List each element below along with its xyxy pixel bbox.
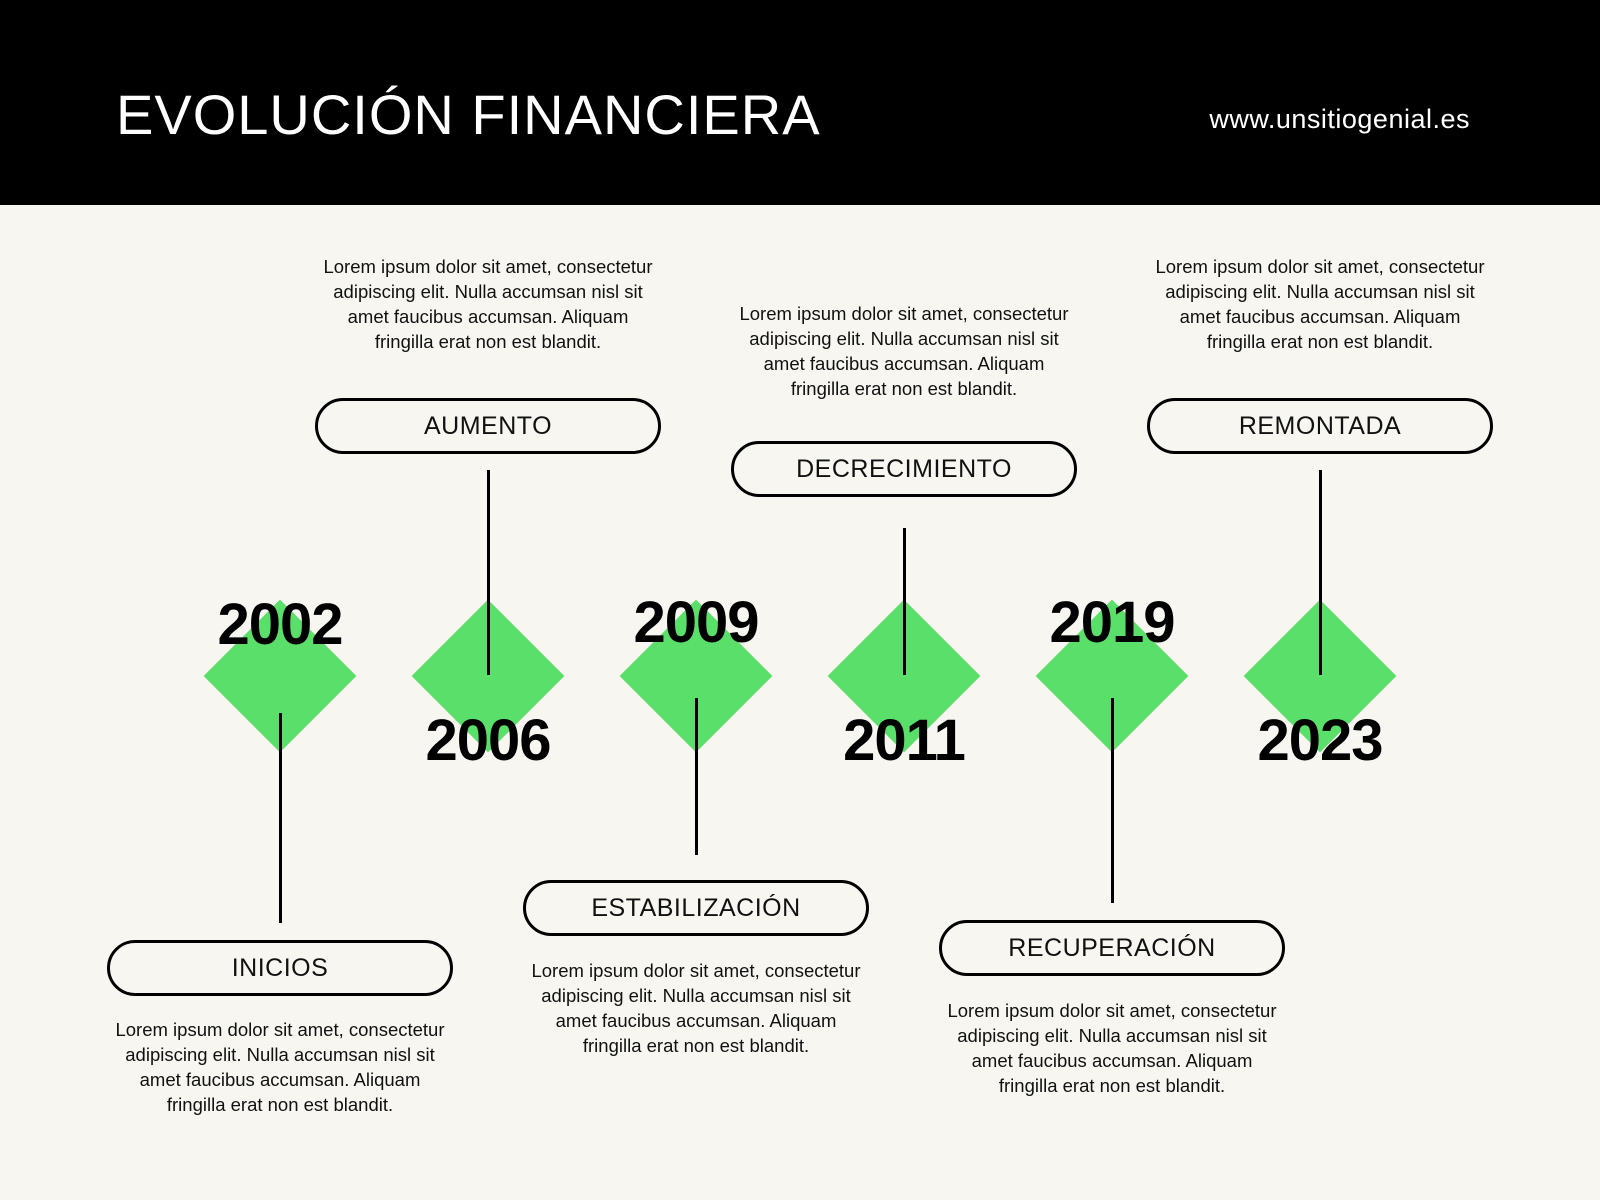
milestone-label: REMONTADA [1147, 398, 1493, 454]
milestone-year: 2023 [1257, 708, 1383, 773]
connector-line [487, 470, 490, 675]
milestone-description: Lorem ipsum dolor sit amet, consectetur adipiscing elit. Nulla accumsan nisl sit amet faucibus accumsan. Aliquam fringilla erat non est blandit. [323, 256, 653, 352]
header-bar [0, 0, 1600, 205]
milestone-year: 2006 [425, 708, 551, 773]
connector-line [1111, 698, 1114, 903]
milestone-description: Lorem ipsum dolor sit amet, consectetur adipiscing elit. Nulla accumsan nisl sit amet faucibus accumsan. Aliquam fringilla erat non est blandit. [531, 960, 861, 1056]
connector-line [695, 698, 698, 855]
milestone-description: Lorem ipsum dolor sit amet, consectetur adipiscing elit. Nulla accumsan nisl sit amet faucibus accumsan. Aliquam fringilla erat non est blandit. [1155, 256, 1485, 352]
milestone-year: 2002 [217, 592, 343, 657]
connector-line [1319, 470, 1322, 675]
milestone-description: Lorem ipsum dolor sit amet, consectetur adipiscing elit. Nulla accumsan nisl sit amet faucibus accumsan. Aliquam fringilla erat non est blandit. [947, 1000, 1277, 1096]
milestone-year: 2019 [1049, 590, 1175, 655]
connector-line [279, 713, 282, 923]
milestone-description: Lorem ipsum dolor sit amet, consectetur adipiscing elit. Nulla accumsan nisl sit amet faucibus accumsan. Aliquam fringilla erat non est blandit. [739, 303, 1069, 399]
milestone-label: RECUPERACIÓN [939, 920, 1285, 976]
milestone-label: AUMENTO [315, 398, 661, 454]
milestone-year: 2011 [843, 708, 965, 773]
website-url[interactable]: www.unsitiogenial.es [1209, 104, 1470, 134]
milestone-label: DECRECIMIENTO [731, 441, 1077, 497]
milestone-description: Lorem ipsum dolor sit amet, consectetur adipiscing elit. Nulla accumsan nisl sit amet faucibus accumsan. Aliquam fringilla erat non est blandit. [115, 1019, 445, 1115]
milestone-year: 2009 [633, 590, 759, 655]
page-title: EVOLUCIÓN FINANCIERA [116, 83, 821, 146]
connector-line [903, 528, 906, 675]
milestone-label: INICIOS [107, 940, 453, 996]
milestone-label: ESTABILIZACIÓN [523, 880, 869, 936]
